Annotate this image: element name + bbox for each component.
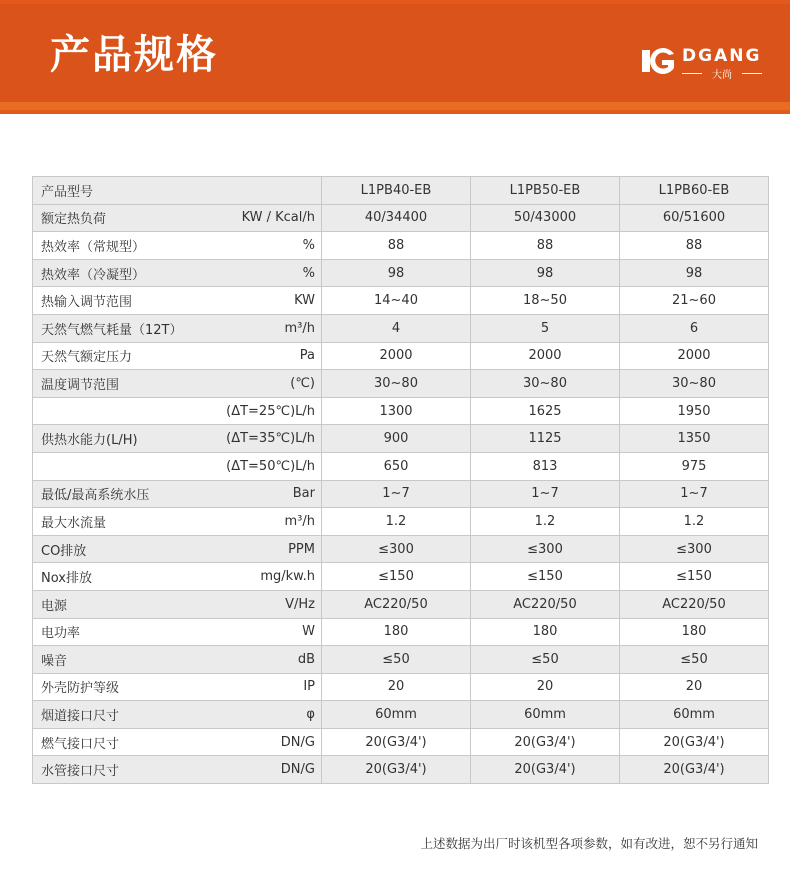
- row-value-cell: 2000: [322, 342, 471, 370]
- row-value-cell: 60mm: [471, 701, 620, 729]
- table-row: [33, 287, 769, 315]
- row-value-cell: ≤150: [620, 563, 769, 591]
- row-value-cell: 21~60: [620, 287, 769, 315]
- brand-logo-text: DGANG: [682, 46, 762, 66]
- header-model-cell: L1PB40-EB: [322, 177, 471, 205]
- row-value-cell: 6: [620, 314, 769, 342]
- row-value-cell: 14~40: [322, 287, 471, 315]
- row-value-cell: AC220/50: [322, 590, 471, 618]
- row-value-cell: 60/51600: [620, 204, 769, 232]
- row-unit-cell: (℃): [199, 370, 322, 398]
- row-unit-cell: m³/h: [199, 314, 322, 342]
- brand-logo: [640, 44, 770, 84]
- table-row: [33, 452, 769, 480]
- table-row: [33, 756, 769, 784]
- row-value-cell: ≤150: [322, 563, 471, 591]
- row-value-cell: 18~50: [471, 287, 620, 315]
- row-value-cell: 60mm: [322, 701, 471, 729]
- row-unit-cell: %: [199, 259, 322, 287]
- row-unit-cell: dB: [199, 646, 322, 674]
- row-unit-cell: (ΔT=25℃)L/h: [199, 397, 322, 425]
- row-value-cell: ≤300: [620, 535, 769, 563]
- row-value-cell: ≤50: [620, 646, 769, 674]
- row-value-cell: 88: [471, 232, 620, 260]
- row-value-cell: 5: [471, 314, 620, 342]
- table-row: [33, 232, 769, 260]
- row-value-cell: 20(G3/4'): [471, 756, 620, 784]
- row-name-cell: 热效率（冷凝型）: [33, 259, 200, 287]
- row-value-cell: 98: [620, 259, 769, 287]
- row-value-cell: 1125: [471, 425, 620, 453]
- table-row: [33, 342, 769, 370]
- row-value-cell: 20(G3/4'): [322, 756, 471, 784]
- header-banner: [0, 0, 790, 114]
- row-value-cell: 20(G3/4'): [620, 756, 769, 784]
- row-unit-cell: φ: [199, 701, 322, 729]
- row-value-cell: 1350: [620, 425, 769, 453]
- table-row: [33, 397, 769, 425]
- row-value-cell: 1~7: [471, 480, 620, 508]
- table-row: [33, 563, 769, 591]
- row-value-cell: 180: [322, 618, 471, 646]
- row-value-cell: 20(G3/4'): [322, 728, 471, 756]
- row-value-cell: 180: [471, 618, 620, 646]
- row-value-cell: 30~80: [471, 370, 620, 398]
- table-row: [33, 480, 769, 508]
- row-value-cell: 180: [620, 618, 769, 646]
- row-value-cell: 650: [322, 452, 471, 480]
- row-name-cell: 水管接口尺寸: [33, 756, 200, 784]
- table-row: [33, 701, 769, 729]
- row-unit-cell: %: [199, 232, 322, 260]
- row-value-cell: 88: [322, 232, 471, 260]
- header-banner-stripe: [0, 102, 790, 110]
- row-value-cell: 2000: [620, 342, 769, 370]
- row-value-cell: 1950: [620, 397, 769, 425]
- spec-table: [32, 176, 769, 784]
- row-value-cell: 20(G3/4'): [620, 728, 769, 756]
- table-row: [33, 370, 769, 398]
- row-value-cell: ≤300: [322, 535, 471, 563]
- row-unit-cell: DN/G: [199, 756, 322, 784]
- table-row: [33, 618, 769, 646]
- header-unit-cell: [199, 177, 322, 205]
- row-unit-cell: Bar: [199, 480, 322, 508]
- row-name-cell: 燃气接口尺寸: [33, 728, 200, 756]
- row-name-cell: 天然气燃气耗量（12T）: [33, 314, 200, 342]
- row-unit-cell: W: [199, 618, 322, 646]
- row-value-cell: 4: [322, 314, 471, 342]
- row-value-cell: AC220/50: [620, 590, 769, 618]
- row-unit-cell: (ΔT=50℃)L/h: [199, 452, 322, 480]
- row-value-cell: AC220/50: [471, 590, 620, 618]
- row-value-cell: 813: [471, 452, 620, 480]
- header-name-cell: 产品型号: [33, 177, 200, 205]
- row-value-cell: 20: [620, 673, 769, 701]
- row-name-cell: 供热水能力(L/H): [33, 425, 200, 453]
- row-value-cell: 1~7: [620, 480, 769, 508]
- table-row: [33, 590, 769, 618]
- row-unit-cell: mg/kw.h: [199, 563, 322, 591]
- table-row: [33, 728, 769, 756]
- row-value-cell: ≤50: [322, 646, 471, 674]
- row-value-cell: 20(G3/4'): [471, 728, 620, 756]
- row-unit-cell: PPM: [199, 535, 322, 563]
- row-unit-cell: m³/h: [199, 508, 322, 536]
- row-unit-cell: IP: [199, 673, 322, 701]
- table-row: [33, 646, 769, 674]
- table-row: [33, 314, 769, 342]
- row-name-cell: 热输入调节范围: [33, 287, 200, 315]
- table-row: [33, 508, 769, 536]
- footnote: 上述数据为出厂时该机型各项参数，如有改进，恕不另行通知: [420, 836, 758, 851]
- row-name-cell: Nox排放: [33, 563, 200, 591]
- row-value-cell: 1300: [322, 397, 471, 425]
- row-unit-cell: Pa: [199, 342, 322, 370]
- row-value-cell: 88: [620, 232, 769, 260]
- table-row: [33, 535, 769, 563]
- page-title: 产品规格: [50, 32, 218, 78]
- row-value-cell: 1.2: [471, 508, 620, 536]
- row-name-cell: 额定热负荷: [33, 204, 200, 232]
- row-value-cell: ≤50: [471, 646, 620, 674]
- row-unit-cell: (ΔT=35℃)L/h: [199, 425, 322, 453]
- table-row: [33, 673, 769, 701]
- row-value-cell: 30~80: [322, 370, 471, 398]
- row-unit-cell: DN/G: [199, 728, 322, 756]
- row-value-cell: 1~7: [322, 480, 471, 508]
- row-unit-cell: V/Hz: [199, 590, 322, 618]
- row-name-cell: 热效率（常规型）: [33, 232, 200, 260]
- row-name-cell: 电功率: [33, 618, 200, 646]
- row-value-cell: 1625: [471, 397, 620, 425]
- row-name-cell: 最大水流量: [33, 508, 200, 536]
- row-name-cell: 天然气额定压力: [33, 342, 200, 370]
- table-header-row: [33, 177, 769, 205]
- table-row: [33, 259, 769, 287]
- row-value-cell: 98: [471, 259, 620, 287]
- row-value-cell: 60mm: [620, 701, 769, 729]
- row-name-cell: 温度调节范围: [33, 370, 200, 398]
- row-value-cell: 900: [322, 425, 471, 453]
- row-name-cell: 烟道接口尺寸: [33, 701, 200, 729]
- table-row: [33, 204, 769, 232]
- row-unit-cell: KW: [199, 287, 322, 315]
- row-value-cell: ≤150: [471, 563, 620, 591]
- table-row: [33, 425, 769, 453]
- row-value-cell: 2000: [471, 342, 620, 370]
- row-name-cell: [33, 452, 200, 480]
- brand-logo-icon: [640, 44, 680, 78]
- row-value-cell: 975: [620, 452, 769, 480]
- row-value-cell: 98: [322, 259, 471, 287]
- row-value-cell: 50/43000: [471, 204, 620, 232]
- row-unit-cell: KW / Kcal/h: [199, 204, 322, 232]
- header-model-cell: L1PB60-EB: [620, 177, 769, 205]
- row-name-cell: 外壳防护等级: [33, 673, 200, 701]
- row-value-cell: 40/34400: [322, 204, 471, 232]
- row-name-cell: [33, 397, 200, 425]
- brand-logo-subtext: 大尚: [682, 66, 762, 81]
- row-value-cell: 1.2: [620, 508, 769, 536]
- row-value-cell: 1.2: [322, 508, 471, 536]
- row-value-cell: 30~80: [620, 370, 769, 398]
- row-name-cell: 噪音: [33, 646, 200, 674]
- row-value-cell: ≤300: [471, 535, 620, 563]
- row-name-cell: 最低/最高系统水压: [33, 480, 200, 508]
- row-name-cell: 电源: [33, 590, 200, 618]
- header-model-cell: L1PB50-EB: [471, 177, 620, 205]
- row-name-cell: CO排放: [33, 535, 200, 563]
- row-value-cell: 20: [471, 673, 620, 701]
- row-value-cell: 20: [322, 673, 471, 701]
